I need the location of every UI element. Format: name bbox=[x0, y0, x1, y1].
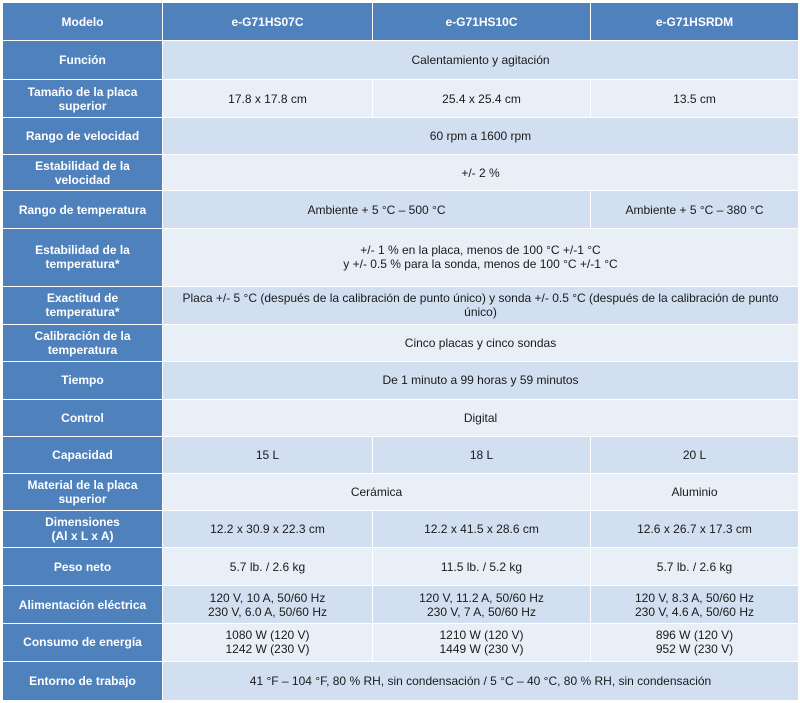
cell-line: 1210 W (120 V) bbox=[439, 628, 524, 643]
cell-line: 896 W (120 V) bbox=[655, 628, 734, 643]
cell-value bbox=[591, 623, 799, 661]
cell-line: 120 V, 11.2 A, 50/60 Hz bbox=[419, 590, 544, 605]
cell-value: 15 L bbox=[163, 437, 373, 474]
cell-line: 230 V, 6.0 A, 50/60 Hz bbox=[208, 604, 327, 619]
cell-value: Placa +/- 5 °C (después de la calibración de punto único) y sonda +/- 0.5 °C (después de la calibración de punto único) bbox=[163, 286, 799, 324]
table-row bbox=[3, 80, 799, 118]
row-label: Exactitud de temperatura* bbox=[3, 286, 163, 324]
table-row bbox=[3, 41, 799, 80]
cell-value bbox=[163, 228, 799, 286]
table-row bbox=[3, 361, 799, 399]
table-row bbox=[3, 228, 799, 286]
cell-value: Digital bbox=[163, 400, 799, 437]
cell-value: Cerámica bbox=[163, 474, 591, 511]
cell-line: 230 V, 7 A, 50/60 Hz bbox=[427, 604, 536, 619]
header-model-2: e-G71HS10C bbox=[373, 3, 591, 41]
row-label bbox=[3, 511, 163, 548]
table-row bbox=[3, 191, 799, 228]
row-label: Estabilidad de la temperatura* bbox=[3, 228, 163, 286]
header-model-3: e-G71HSRDM bbox=[591, 3, 799, 41]
row-label-line: (Al x L x A) bbox=[51, 529, 114, 544]
table-row bbox=[3, 286, 799, 324]
table-row bbox=[3, 437, 799, 474]
row-label-line: Dimensiones bbox=[45, 515, 120, 530]
table-row bbox=[3, 155, 799, 191]
row-label: Función bbox=[3, 41, 163, 80]
cell-line: 1080 W (120 V) bbox=[225, 628, 310, 643]
cell-line: 230 V, 4.6 A, 50/60 Hz bbox=[635, 604, 754, 619]
table-row bbox=[3, 511, 799, 548]
table-row bbox=[3, 474, 799, 511]
cell-line: 120 V, 8.3 A, 50/60 Hz bbox=[635, 590, 754, 605]
header-row bbox=[3, 3, 799, 41]
row-label: Capacidad bbox=[3, 437, 163, 474]
cell-value: 11.5 lb. / 5.2 kg bbox=[373, 548, 591, 586]
table-row bbox=[3, 548, 799, 586]
spec-table bbox=[2, 2, 799, 701]
row-label: Estabilidad de la velocidad bbox=[3, 155, 163, 191]
cell-value bbox=[373, 586, 591, 623]
table-row bbox=[3, 118, 799, 155]
cell-value: 12.2 x 30.9 x 22.3 cm bbox=[163, 511, 373, 548]
cell-line: y +/- 0.5 % para la sonda, menos de 100 °C +/-1 °C bbox=[343, 257, 618, 272]
row-label: Entorno de trabajo bbox=[3, 661, 163, 700]
cell-value: Ambiente + 5 °C – 500 °C bbox=[163, 191, 591, 228]
cell-line: +/- 1 % en la placa, menos de 100 °C +/-1 °C bbox=[360, 243, 601, 258]
row-label: Alimentación eléctrica bbox=[3, 586, 163, 623]
cell-value: Aluminio bbox=[591, 474, 799, 511]
cell-value: +/- 2 % bbox=[163, 155, 799, 191]
cell-value: 60 rpm a 1600 rpm bbox=[163, 118, 799, 155]
row-label: Rango de velocidad bbox=[3, 118, 163, 155]
cell-line: 1242 W (230 V) bbox=[225, 642, 310, 657]
cell-value: 12.2 x 41.5 x 28.6 cm bbox=[373, 511, 591, 548]
cell-value: 13.5 cm bbox=[591, 80, 799, 118]
cell-value: 20 L bbox=[591, 437, 799, 474]
cell-value: Ambiente + 5 °C – 380 °C bbox=[591, 191, 799, 228]
cell-value bbox=[591, 586, 799, 623]
row-label: Peso neto bbox=[3, 548, 163, 586]
row-label: Control bbox=[3, 400, 163, 437]
cell-value: De 1 minuto a 99 horas y 59 minutos bbox=[163, 361, 799, 399]
row-label: Consumo de energía bbox=[3, 623, 163, 661]
table-row bbox=[3, 324, 799, 361]
cell-value: 18 L bbox=[373, 437, 591, 474]
table-row bbox=[3, 661, 799, 700]
cell-value: 12.6 x 26.7 x 17.3 cm bbox=[591, 511, 799, 548]
cell-line: 1449 W (230 V) bbox=[439, 642, 524, 657]
cell-value: 41 °F – 104 °F, 80 % RH, sin condensación / 5 °C – 40 °C, 80 % RH, sin condensación bbox=[163, 661, 799, 700]
table-row bbox=[3, 586, 799, 623]
cell-value: 17.8 x 17.8 cm bbox=[163, 80, 373, 118]
row-label: Material de la placa superior bbox=[3, 474, 163, 511]
cell-value: Calentamiento y agitación bbox=[163, 41, 799, 80]
cell-value bbox=[163, 623, 373, 661]
cell-value bbox=[373, 623, 591, 661]
cell-line: 120 V, 10 A, 50/60 Hz bbox=[209, 590, 326, 605]
header-model-label: Modelo bbox=[3, 3, 163, 41]
row-label: Tamaño de la placa superior bbox=[3, 80, 163, 118]
table-row bbox=[3, 400, 799, 437]
cell-value bbox=[163, 586, 373, 623]
row-label: Tiempo bbox=[3, 361, 163, 399]
table-row bbox=[3, 623, 799, 661]
row-label: Calibración de la temperatura bbox=[3, 324, 163, 361]
cell-line: 952 W (230 V) bbox=[655, 642, 734, 657]
cell-value: Cinco placas y cinco sondas bbox=[163, 324, 799, 361]
row-label: Rango de temperatura bbox=[3, 191, 163, 228]
cell-value: 5.7 lb. / 2.6 kg bbox=[163, 548, 373, 586]
cell-value: 5.7 lb. / 2.6 kg bbox=[591, 548, 799, 586]
cell-value: 25.4 x 25.4 cm bbox=[373, 80, 591, 118]
header-model-1: e-G71HS07C bbox=[163, 3, 373, 41]
